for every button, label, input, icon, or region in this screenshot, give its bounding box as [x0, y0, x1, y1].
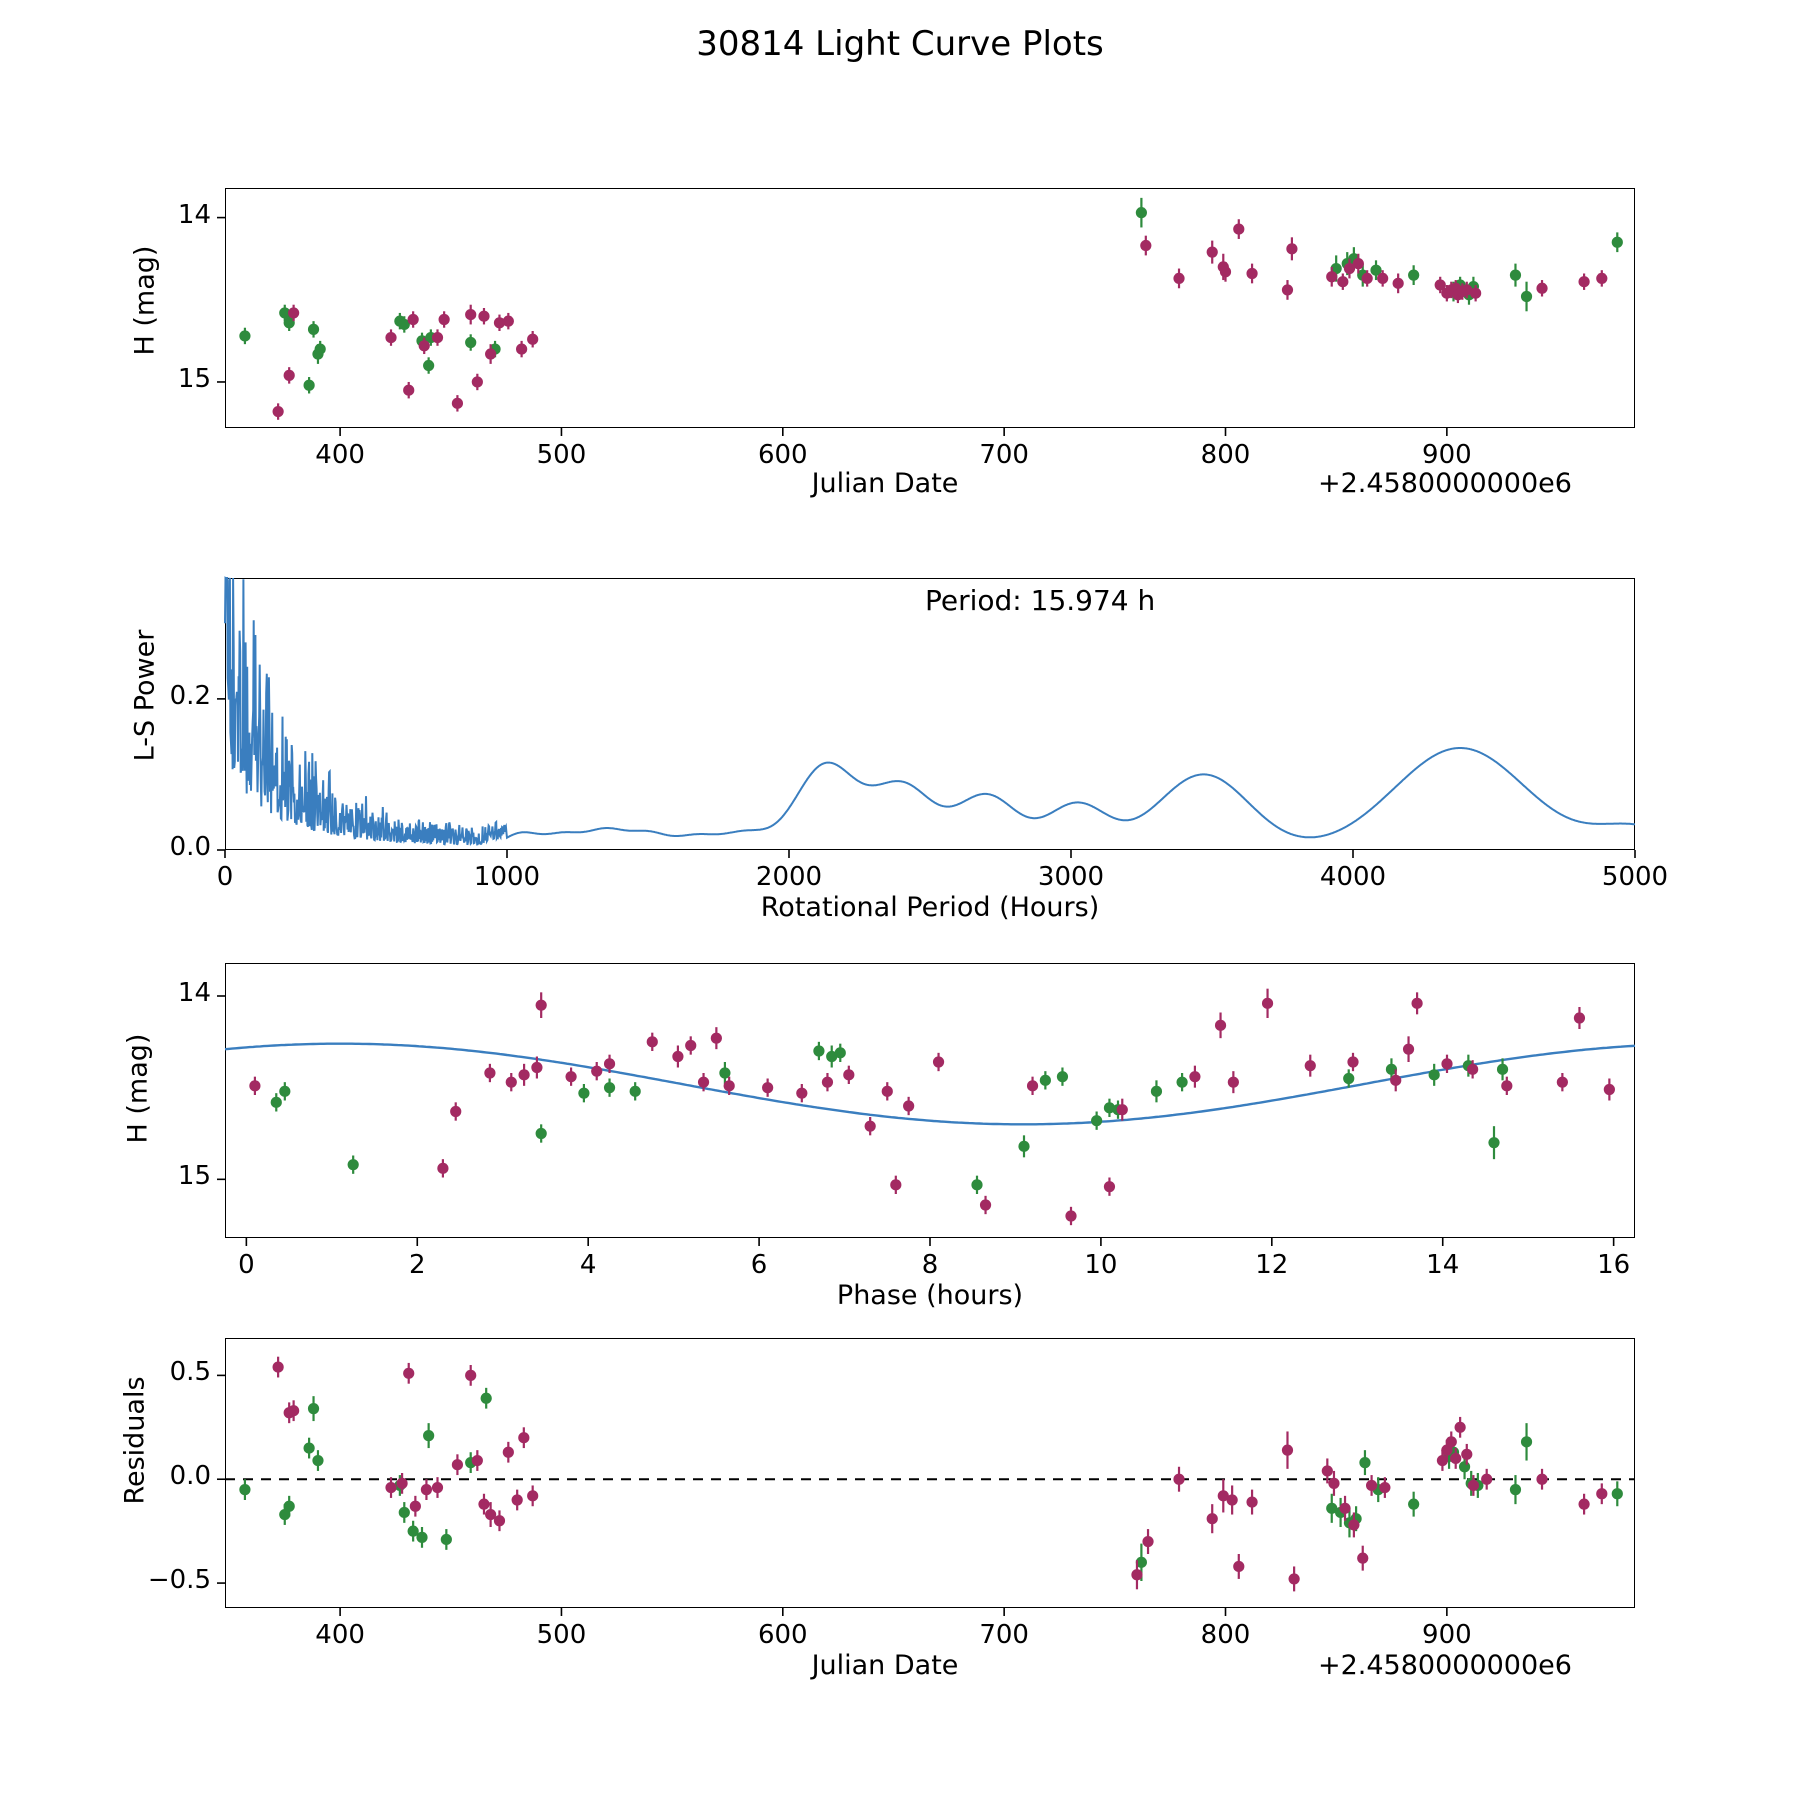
xtick-phase-folded-lightcurve-6: 12 [1255, 1250, 1289, 1280]
axis-label-residuals: Residuals [119, 1376, 151, 1505]
series-green-band [239, 198, 1623, 394]
axis-offset-label-2: +2.4580000000e6 [1318, 1650, 1572, 1681]
ytick-residuals-0: −0.5 [147, 1565, 211, 1596]
axis-label-h-mag-2: H (mag) [122, 1033, 154, 1144]
xtick-lightcurve-time-4: 800 [1200, 440, 1251, 470]
panel-phase-folded [0, 955, 1800, 1311]
panel-periodogram [0, 570, 1800, 923]
xtick-lightcurve-time-0: 400 [315, 440, 365, 470]
figure-title: 30814 Light Curve Plots [696, 24, 1104, 64]
phase-folded-data-layer [0, 955, 1800, 1295]
period-annotation: Period: 15.974 h [925, 584, 1156, 617]
ytick-lightcurve-time-1: 15 [177, 363, 211, 394]
ytick-lomb-scargle-periodogram-0: 0.0 [169, 832, 211, 862]
xtick-lightcurve-time-3: 700 [979, 440, 1029, 470]
ytick-phase-folded-lightcurve-1: 15 [177, 1161, 211, 1192]
xtick-phase-folded-lightcurve-8: 16 [1597, 1250, 1631, 1280]
xtick-residuals-4: 800 [1200, 1620, 1251, 1650]
series-magenta-band [273, 1357, 1608, 1592]
panel-lightcurve-time [0, 180, 1800, 500]
ytick-residuals-1: 0.0 [169, 1461, 211, 1492]
series-green-band [239, 1388, 1623, 1581]
xtick-phase-folded-lightcurve-4: 8 [921, 1250, 939, 1280]
xtick-lightcurve-time-1: 500 [536, 440, 587, 470]
axis-label-phase-hours: Phase (hours) [836, 1280, 1024, 1311]
xtick-residuals-2: 600 [757, 1620, 808, 1650]
xtick-phase-folded-lightcurve-5: 10 [1084, 1250, 1118, 1280]
axis-label-rotational-period: Rotational Period (Hours) [760, 892, 1100, 923]
ytick-phase-folded-lightcurve-0: 14 [177, 978, 211, 1008]
xtick-lightcurve-time-2: 600 [757, 440, 808, 470]
axis-label-h-mag-1: H (mag) [129, 245, 161, 356]
xtick-phase-folded-lightcurve-3: 6 [750, 1250, 768, 1280]
axis-offset-label-1: +2.4580000000e6 [1318, 468, 1572, 499]
xtick-residuals-3: 700 [979, 1620, 1029, 1650]
residuals-data-layer [0, 1330, 1800, 1670]
axis-label-julian-date-1: Julian Date [811, 468, 959, 499]
ytick-lomb-scargle-periodogram-1: 0.2 [169, 680, 211, 711]
xtick-residuals-0: 400 [315, 1620, 365, 1650]
ytick-residuals-2: 0.5 [169, 1357, 211, 1388]
lightcurve-time-data-layer [0, 180, 1800, 500]
xtick-lomb-scargle-periodogram-3: 3000 [1037, 862, 1105, 892]
xtick-lomb-scargle-periodogram-1: 1000 [473, 862, 541, 892]
axis-label-ls-power: L-S Power [129, 629, 161, 762]
xtick-lomb-scargle-periodogram-2: 2000 [755, 862, 823, 892]
xtick-phase-folded-lightcurve-2: 4 [579, 1250, 597, 1280]
sinusoid-fit-curve [225, 1044, 1635, 1125]
periodogram-curve [225, 578, 1635, 845]
xtick-residuals-1: 500 [536, 1620, 587, 1650]
xtick-lomb-scargle-periodogram-0: 0 [216, 862, 234, 892]
series-magenta-band [249, 989, 1615, 1225]
xtick-lightcurve-time-5: 900 [1422, 440, 1472, 470]
xtick-phase-folded-lightcurve-7: 14 [1426, 1250, 1460, 1280]
xtick-residuals-5: 900 [1422, 1620, 1472, 1650]
ytick-lightcurve-time-0: 14 [177, 199, 211, 230]
xtick-phase-folded-lightcurve-0: 0 [238, 1250, 255, 1280]
xtick-phase-folded-lightcurve-1: 2 [408, 1250, 426, 1280]
xtick-lomb-scargle-periodogram-5: 5000 [1601, 862, 1669, 892]
xtick-lomb-scargle-periodogram-4: 4000 [1319, 862, 1387, 892]
series-magenta-band [273, 219, 1608, 420]
periodogram-data-layer [0, 570, 1800, 870]
axis-label-julian-date-2: Julian Date [811, 1650, 959, 1681]
panel-residuals [0, 1330, 1800, 1681]
